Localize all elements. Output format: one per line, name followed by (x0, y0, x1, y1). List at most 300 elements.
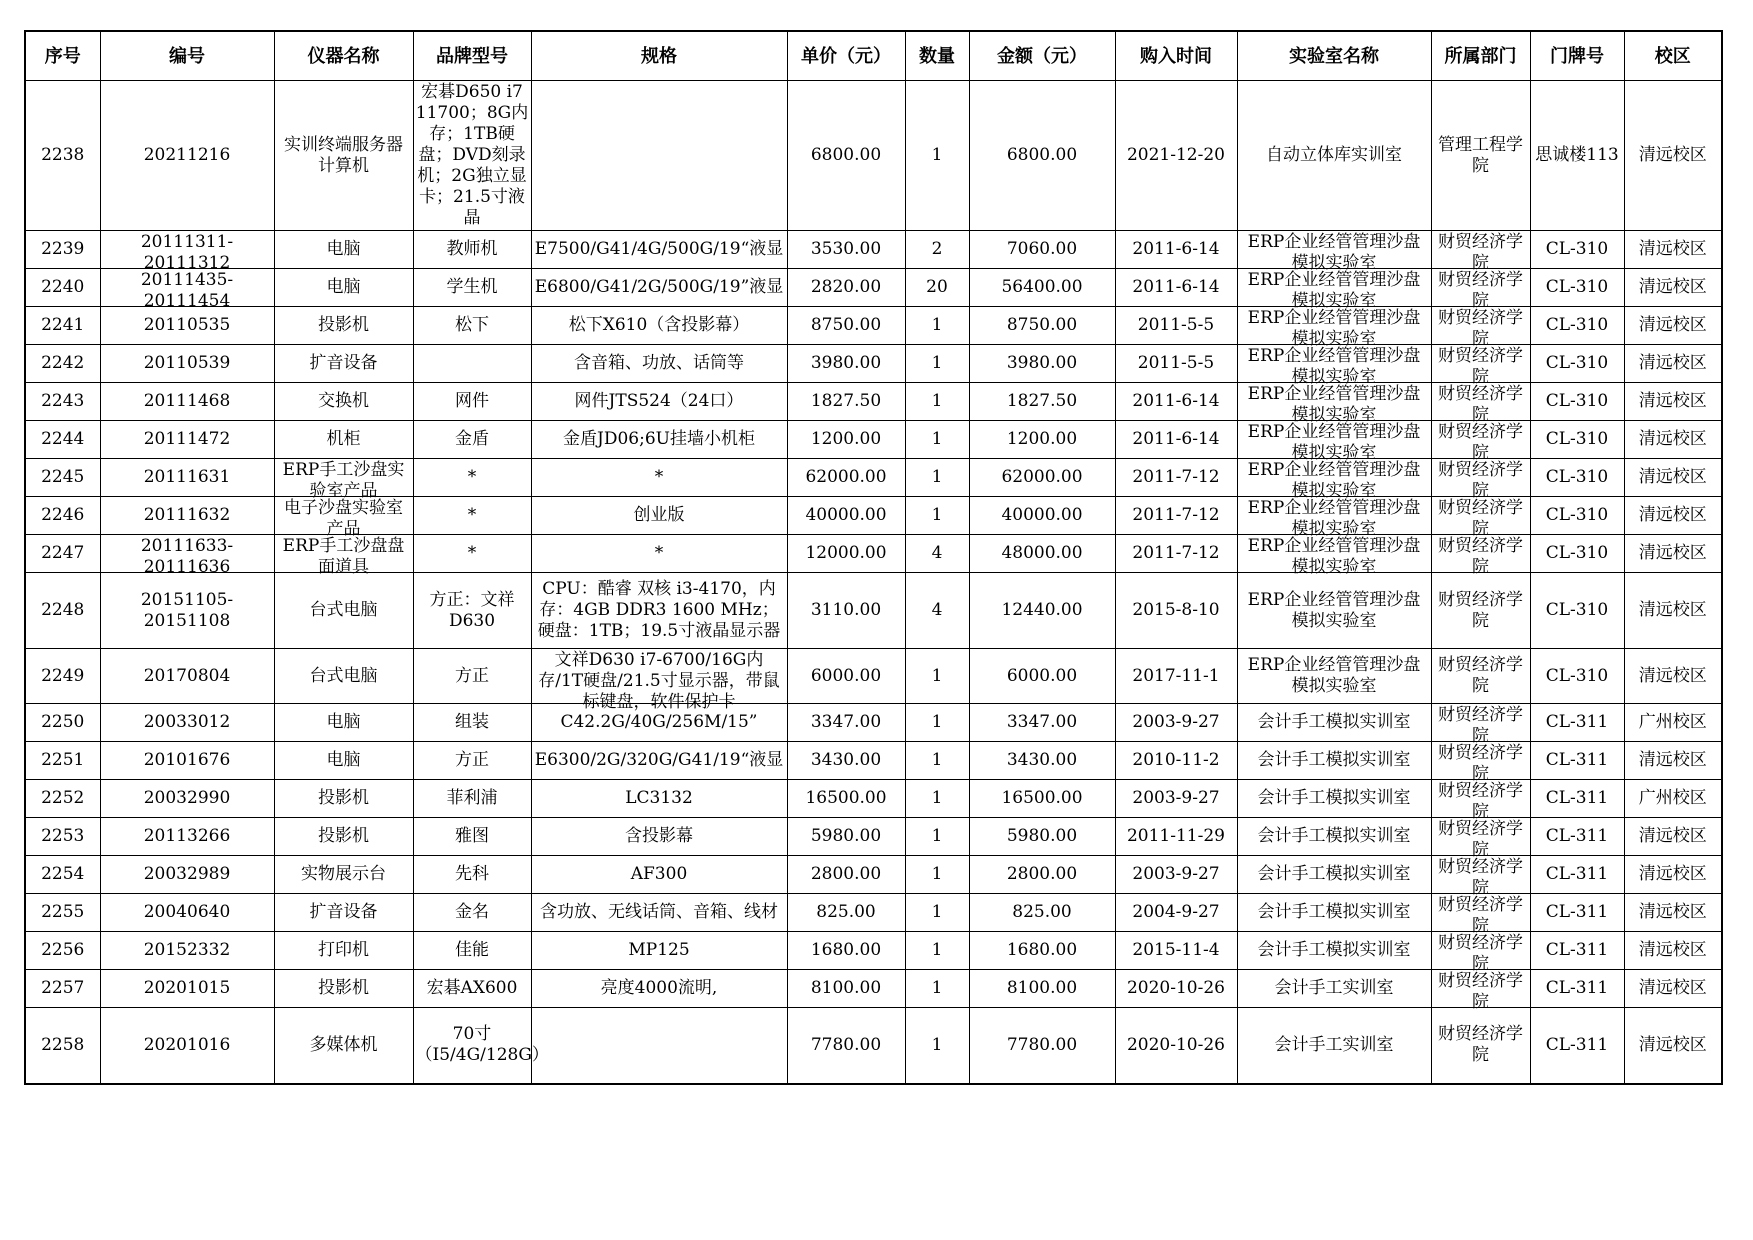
row-code (100, 932, 274, 970)
row-department (1431, 704, 1530, 746)
header-amount: 金额（元） (969, 31, 1115, 81)
row-amount-text: 1680.00 (1006, 940, 1078, 960)
row-department (1431, 383, 1530, 425)
row-code-text: 20111472 (143, 429, 231, 449)
row-campus (1624, 231, 1722, 269)
row-code-text: 20033012 (143, 712, 231, 732)
row-code (100, 573, 274, 649)
row-unit-price-text: 12000.00 (805, 543, 887, 563)
row-quantity-text: 1 (931, 978, 943, 998)
row-campus (1624, 856, 1722, 894)
row-purchase-date-text: 2003-9-27 (1132, 864, 1220, 884)
row-room-number (1530, 894, 1624, 932)
row-amount-text: 825.00 (1012, 902, 1072, 922)
row-room-number (1530, 497, 1624, 535)
row-instrument-name (274, 932, 413, 970)
row-quantity-text: 1 (931, 467, 943, 487)
row-campus-text: 清远校区 (1638, 1034, 1707, 1055)
row-unit-price (787, 421, 905, 459)
row-quantity-text: 1 (931, 712, 943, 732)
row-instrument-name-text: 扩音设备 (309, 353, 378, 373)
row-lab-name-text: 自动立体库实训室 (1266, 145, 1402, 165)
row-unit-price-text: 62000.00 (805, 467, 887, 487)
row-quantity (905, 81, 969, 231)
row-campus (1624, 383, 1722, 421)
row-quantity (905, 459, 969, 497)
header-row (25, 31, 1722, 81)
row-amount-text: 3980.00 (1006, 353, 1078, 373)
row-department-text: 财贸经济学院 (1438, 383, 1523, 425)
table-row (25, 704, 1722, 742)
row-instrument-name (274, 81, 413, 231)
row-quantity (905, 497, 969, 535)
row-index-text: 2249 (41, 665, 85, 686)
row-lab-name (1237, 780, 1431, 818)
row-instrument-name (274, 421, 413, 459)
row-department (1431, 497, 1530, 539)
row-unit-price (787, 932, 905, 970)
row-purchase-date (1115, 894, 1237, 932)
row-campus (1624, 497, 1722, 535)
row-room-number-text: CL-310 (1545, 353, 1609, 373)
row-lab-name-text: 会计手工模拟实训室 (1257, 826, 1411, 846)
row-purchase-date (1115, 269, 1237, 307)
row-campus-text: 清远校区 (1638, 315, 1707, 335)
row-lab-name-text: ERP企业经管管理沙盘模拟实验室 (1247, 231, 1421, 273)
row-purchase-date-text: 2011-5-5 (1137, 353, 1215, 373)
table-row (25, 307, 1722, 345)
row-code-text: 20201015 (143, 978, 231, 998)
row-instrument-name-text: 台式电脑 (309, 665, 378, 686)
row-lab-name (1237, 421, 1431, 463)
row-code-text: 20110535 (143, 315, 231, 335)
row-brand-model-text: 金名 (455, 902, 489, 922)
row-instrument-name-text: ERP手工沙盘盘面道具 (282, 535, 405, 577)
row-lab-name-text: ERP企业经管管理沙盘模拟实验室 (1247, 383, 1421, 425)
row-code (100, 856, 274, 894)
row-lab-name-text: ERP企业经管管理沙盘模拟实验室 (1247, 655, 1421, 696)
row-instrument-name-text: 实训终端服务器计算机 (284, 134, 403, 176)
row-lab-name-text: ERP企业经管管理沙盘模拟实验室 (1247, 307, 1421, 349)
row-room-number-text: CL-310 (1545, 665, 1609, 686)
row-unit-price-text: 3980.00 (810, 353, 882, 373)
row-quantity-text: 1 (931, 788, 943, 808)
row-brand-model (413, 1008, 549, 1084)
row-code (100, 231, 274, 273)
row-code-text: 20201016 (143, 1034, 231, 1055)
row-lab-name (1237, 649, 1431, 704)
table-row (25, 535, 1722, 573)
row-purchase-date-text: 2021-12-20 (1126, 145, 1225, 165)
row-unit-price-text: 7780.00 (810, 1034, 882, 1055)
row-index-text: 2257 (41, 978, 85, 998)
row-index-text: 2250 (41, 712, 85, 732)
row-lab-name-text: ERP企业经管管理沙盘模拟实验室 (1247, 269, 1421, 311)
row-index (25, 704, 100, 742)
row-department (1431, 81, 1530, 231)
row-department (1431, 970, 1530, 1012)
row-purchase-date-text: 2004-9-27 (1132, 902, 1220, 922)
row-campus-text: 清远校区 (1638, 902, 1707, 922)
row-code (100, 704, 274, 742)
row-unit-price-text: 5980.00 (810, 826, 882, 846)
row-campus-text: 清远校区 (1638, 391, 1707, 411)
row-room-number (1530, 231, 1624, 269)
row-spec (531, 573, 787, 649)
row-index (25, 970, 100, 1008)
row-purchase-date-text: 2015-11-4 (1132, 940, 1220, 960)
table-row (25, 856, 1722, 894)
row-quantity (905, 573, 969, 649)
row-unit-price (787, 383, 905, 421)
row-purchase-date (1115, 970, 1237, 1008)
row-lab-name-text: ERP企业经管管理沙盘模拟实验室 (1247, 497, 1421, 539)
row-room-number (1530, 345, 1624, 383)
row-department (1431, 894, 1530, 936)
row-amount (969, 535, 1115, 573)
row-amount-text: 12440.00 (1001, 600, 1083, 620)
table-row (25, 421, 1722, 459)
row-brand-model-text: 网件 (455, 391, 489, 411)
row-purchase-date-text: 2011-6-14 (1132, 429, 1220, 449)
table-row (25, 649, 1722, 704)
row-amount-text: 40000.00 (1001, 505, 1083, 525)
row-quantity-text: 20 (926, 277, 948, 297)
row-room-number (1530, 269, 1624, 307)
row-spec-text: E6800/G41/2G/500G/19”液显 (534, 277, 784, 297)
row-campus-text: 清远校区 (1638, 543, 1707, 563)
header-spec: 规格 (531, 31, 787, 81)
row-campus-text: 清远校区 (1638, 750, 1707, 770)
row-amount (969, 231, 1115, 269)
row-purchase-date (1115, 307, 1237, 345)
table-row (25, 573, 1722, 649)
row-quantity (905, 856, 969, 894)
row-instrument-name-text: 交换机 (318, 391, 369, 411)
row-amount-text: 6800.00 (1006, 145, 1078, 165)
row-spec (531, 307, 787, 345)
row-instrument-name (274, 780, 413, 818)
row-quantity-text: 4 (931, 600, 943, 620)
row-purchase-date-text: 2003-9-27 (1132, 712, 1220, 732)
row-amount (969, 421, 1115, 459)
row-unit-price (787, 856, 905, 894)
row-unit-price-text: 6800.00 (810, 145, 882, 165)
row-code-text: 20152332 (143, 940, 231, 960)
row-room-number-text: CL-311 (1545, 864, 1609, 884)
row-instrument-name (274, 649, 413, 704)
row-brand-model-text: 佳能 (455, 940, 489, 960)
row-quantity (905, 535, 969, 573)
row-code (100, 269, 274, 311)
row-unit-price-text: 1680.00 (810, 940, 882, 960)
row-instrument-name (274, 1008, 413, 1084)
row-spec (531, 780, 787, 818)
row-spec-text: MP125 (628, 940, 690, 960)
row-campus-text: 清远校区 (1638, 978, 1707, 998)
row-quantity (905, 649, 969, 704)
header-room-number: 门牌号 (1530, 31, 1624, 81)
row-amount-text: 5980.00 (1006, 826, 1078, 846)
row-purchase-date-text: 2020-10-26 (1126, 1034, 1225, 1055)
row-spec-text: 文祥D630 i7-6700/16G内存/1T硬盘/21.5寸显示器，带鼠标键盘，软件保护卡 (538, 649, 780, 712)
row-room-number (1530, 932, 1624, 970)
row-unit-price-text: 2800.00 (810, 864, 882, 884)
row-department-text: 财贸经济学院 (1438, 535, 1523, 577)
row-department-text: 财贸经济学院 (1438, 655, 1523, 696)
row-quantity (905, 818, 969, 856)
row-instrument-name (274, 856, 413, 894)
row-purchase-date (1115, 345, 1237, 383)
row-room-number (1530, 742, 1624, 780)
row-code-text: 20111311-20111312 (140, 231, 234, 273)
row-lab-name (1237, 345, 1431, 387)
row-campus-text: 清远校区 (1638, 505, 1707, 525)
row-lab-name (1237, 573, 1431, 649)
table-row (25, 818, 1722, 856)
row-index-text: 2238 (41, 145, 85, 165)
row-purchase-date-text: 2011-7-12 (1132, 505, 1220, 525)
row-purchase-date (1115, 231, 1237, 269)
row-room-number (1530, 383, 1624, 421)
row-code-text: 20101676 (143, 750, 231, 770)
row-amount (969, 780, 1115, 818)
row-amount (969, 573, 1115, 649)
row-unit-price (787, 535, 905, 573)
row-instrument-name-text: 台式电脑 (309, 600, 378, 620)
row-code-text: 20111435-20111454 (140, 269, 234, 311)
row-instrument-name (274, 742, 413, 780)
row-spec-text: 亮度4000流明, (600, 978, 718, 998)
row-department-text: 财贸经济学院 (1438, 894, 1523, 936)
row-unit-price (787, 231, 905, 269)
row-campus (1624, 421, 1722, 459)
row-department (1431, 421, 1530, 463)
row-spec (531, 932, 787, 970)
row-brand-model-text: 先科 (455, 864, 489, 884)
row-spec (531, 231, 787, 269)
row-room-number-text: CL-311 (1545, 788, 1609, 808)
row-amount-text: 3430.00 (1006, 750, 1078, 770)
row-amount (969, 704, 1115, 742)
row-brand-model-text: 教师机 (446, 239, 498, 259)
row-spec-text: AF300 (630, 864, 688, 884)
row-campus (1624, 81, 1722, 231)
row-code (100, 894, 274, 932)
row-instrument-name (274, 459, 413, 501)
row-spec (531, 535, 787, 573)
table-row (25, 459, 1722, 497)
row-code (100, 459, 274, 497)
row-brand-model (413, 649, 531, 704)
row-code-text: 20113266 (143, 826, 231, 846)
row-amount-text: 48000.00 (1001, 543, 1083, 563)
row-brand-model-text: * (467, 467, 477, 487)
row-amount (969, 649, 1115, 704)
row-amount-text: 56400.00 (1001, 277, 1083, 297)
row-brand-model (413, 497, 531, 535)
header-unit-price: 单价（元） (787, 31, 905, 81)
row-code-text: 20032989 (143, 864, 231, 884)
row-spec (531, 421, 787, 459)
row-department-text: 财贸经济学院 (1438, 231, 1523, 273)
row-instrument-name-text: 多媒体机 (309, 1034, 378, 1055)
row-quantity-text: 1 (931, 315, 943, 335)
row-campus-text: 清远校区 (1638, 864, 1707, 884)
row-department (1431, 535, 1530, 577)
row-spec-text: * (654, 467, 664, 487)
row-room-number (1530, 1008, 1624, 1084)
row-index-text: 2245 (41, 467, 85, 487)
row-unit-price (787, 459, 905, 497)
row-department (1431, 307, 1530, 349)
row-quantity (905, 383, 969, 421)
row-purchase-date-text: 2011-7-12 (1132, 467, 1220, 487)
row-instrument-name-text: 机柜 (326, 429, 361, 449)
row-code (100, 535, 274, 577)
row-room-number-text: CL-310 (1545, 315, 1609, 335)
row-room-number-text: CL-311 (1545, 826, 1609, 846)
row-purchase-date-text: 2020-10-26 (1126, 978, 1225, 998)
row-lab-name-text: 会计手工模拟实训室 (1257, 864, 1411, 884)
row-spec (531, 856, 787, 894)
row-spec (531, 383, 787, 421)
row-room-number-text: CL-310 (1545, 505, 1609, 525)
row-campus (1624, 932, 1722, 970)
row-index-text: 2240 (41, 277, 85, 297)
row-spec-text: * (654, 543, 664, 563)
row-room-number-text: CL-310 (1545, 391, 1609, 411)
row-department (1431, 573, 1530, 649)
row-department-text: 财贸经济学院 (1438, 269, 1523, 311)
row-code (100, 742, 274, 780)
row-unit-price-text: 16500.00 (805, 788, 887, 808)
row-code (100, 307, 274, 345)
row-spec (531, 894, 787, 932)
row-brand-model (413, 345, 531, 383)
header-code: 编号 (100, 31, 274, 81)
row-department (1431, 818, 1530, 860)
row-instrument-name-text: 投影机 (318, 826, 369, 846)
row-brand-model-text: 组装 (455, 712, 489, 732)
row-spec-text: C42.2G/40G/256M/15” (560, 712, 758, 732)
row-index-text: 2244 (41, 429, 85, 449)
row-index-text: 2252 (41, 788, 85, 808)
row-lab-name (1237, 704, 1431, 742)
row-amount-text: 7780.00 (1006, 1034, 1078, 1055)
row-instrument-name (274, 970, 413, 1008)
table-row (25, 1008, 1722, 1084)
row-lab-name-text: 会计手工模拟实训室 (1257, 712, 1411, 732)
row-code (100, 497, 274, 535)
row-index (25, 421, 100, 459)
row-purchase-date (1115, 535, 1237, 573)
row-purchase-date (1115, 704, 1237, 742)
row-department (1431, 780, 1530, 822)
row-quantity-text: 1 (931, 1034, 943, 1055)
header-lab-name: 实验室名称 (1237, 31, 1431, 81)
row-lab-name (1237, 269, 1431, 311)
row-instrument-name (274, 573, 413, 649)
row-campus (1624, 573, 1722, 649)
row-lab-name (1237, 1008, 1431, 1084)
row-quantity-text: 1 (931, 429, 943, 449)
row-lab-name-text: 会计手工模拟实训室 (1257, 750, 1411, 770)
row-unit-price (787, 1008, 905, 1084)
row-quantity-text: 1 (931, 145, 943, 165)
row-unit-price (787, 307, 905, 345)
row-index (25, 932, 100, 970)
row-spec (531, 345, 787, 383)
row-spec (531, 81, 787, 231)
row-amount-text: 2800.00 (1006, 864, 1078, 884)
table-row (25, 269, 1722, 307)
row-amount (969, 894, 1115, 932)
row-purchase-date (1115, 383, 1237, 421)
row-campus (1624, 818, 1722, 856)
row-index (25, 345, 100, 383)
row-department-text: 财贸经济学院 (1438, 856, 1523, 898)
row-brand-model (413, 856, 531, 894)
row-code-text: 20032990 (143, 788, 231, 808)
row-room-number-text: CL-310 (1545, 277, 1609, 297)
row-unit-price (787, 573, 905, 649)
row-spec-text: E6300/2G/320G/G41/19“液显 (534, 750, 784, 770)
row-room-number (1530, 307, 1624, 345)
row-index (25, 818, 100, 856)
row-department-text: 财贸经济学院 (1438, 780, 1523, 822)
row-index-text: 2256 (41, 940, 85, 960)
row-index-text: 2247 (41, 543, 85, 563)
row-brand-model (413, 894, 531, 932)
row-brand-model-text: 70寸（I5/4G/128G） (415, 1024, 549, 1066)
row-index (25, 269, 100, 307)
row-code-text: 20170804 (143, 665, 231, 686)
row-spec-text: E7500/G41/4G/500G/19“液显 (534, 239, 784, 259)
row-department (1431, 649, 1530, 704)
row-department (1431, 856, 1530, 898)
row-spec-text: CPU：酷睿 双核 i3-4170，内存：4GB DDR3 1600 MHz；硬盘：1TB；19.5寸液晶显示器 (537, 579, 781, 641)
row-unit-price-text: 8100.00 (810, 978, 882, 998)
row-room-number-text: CL-310 (1545, 600, 1609, 620)
row-unit-price (787, 269, 905, 307)
row-brand-model (413, 535, 531, 573)
row-lab-name-text: 会计手工模拟实训室 (1257, 940, 1411, 960)
row-quantity-text: 1 (931, 353, 943, 373)
row-room-number (1530, 573, 1624, 649)
row-instrument-name-text: 电脑 (326, 239, 361, 259)
row-code (100, 649, 274, 704)
row-instrument-name-text: 投影机 (318, 788, 369, 808)
row-amount (969, 459, 1115, 497)
row-quantity (905, 269, 969, 307)
row-brand-model (413, 269, 531, 307)
row-purchase-date (1115, 780, 1237, 818)
row-index-text: 2254 (41, 864, 85, 884)
row-lab-name (1237, 970, 1431, 1008)
row-index-text: 2239 (41, 239, 85, 259)
row-unit-price (787, 970, 905, 1008)
row-code-text: 20111631 (143, 467, 231, 487)
row-amount-text: 7060.00 (1006, 239, 1078, 259)
header-quantity: 数量 (905, 31, 969, 81)
row-campus (1624, 970, 1722, 1008)
row-unit-price-text: 3347.00 (810, 712, 882, 732)
row-room-number-text: CL-311 (1545, 978, 1609, 998)
row-department (1431, 345, 1530, 387)
row-unit-price (787, 345, 905, 383)
row-campus-text: 清远校区 (1638, 353, 1707, 373)
